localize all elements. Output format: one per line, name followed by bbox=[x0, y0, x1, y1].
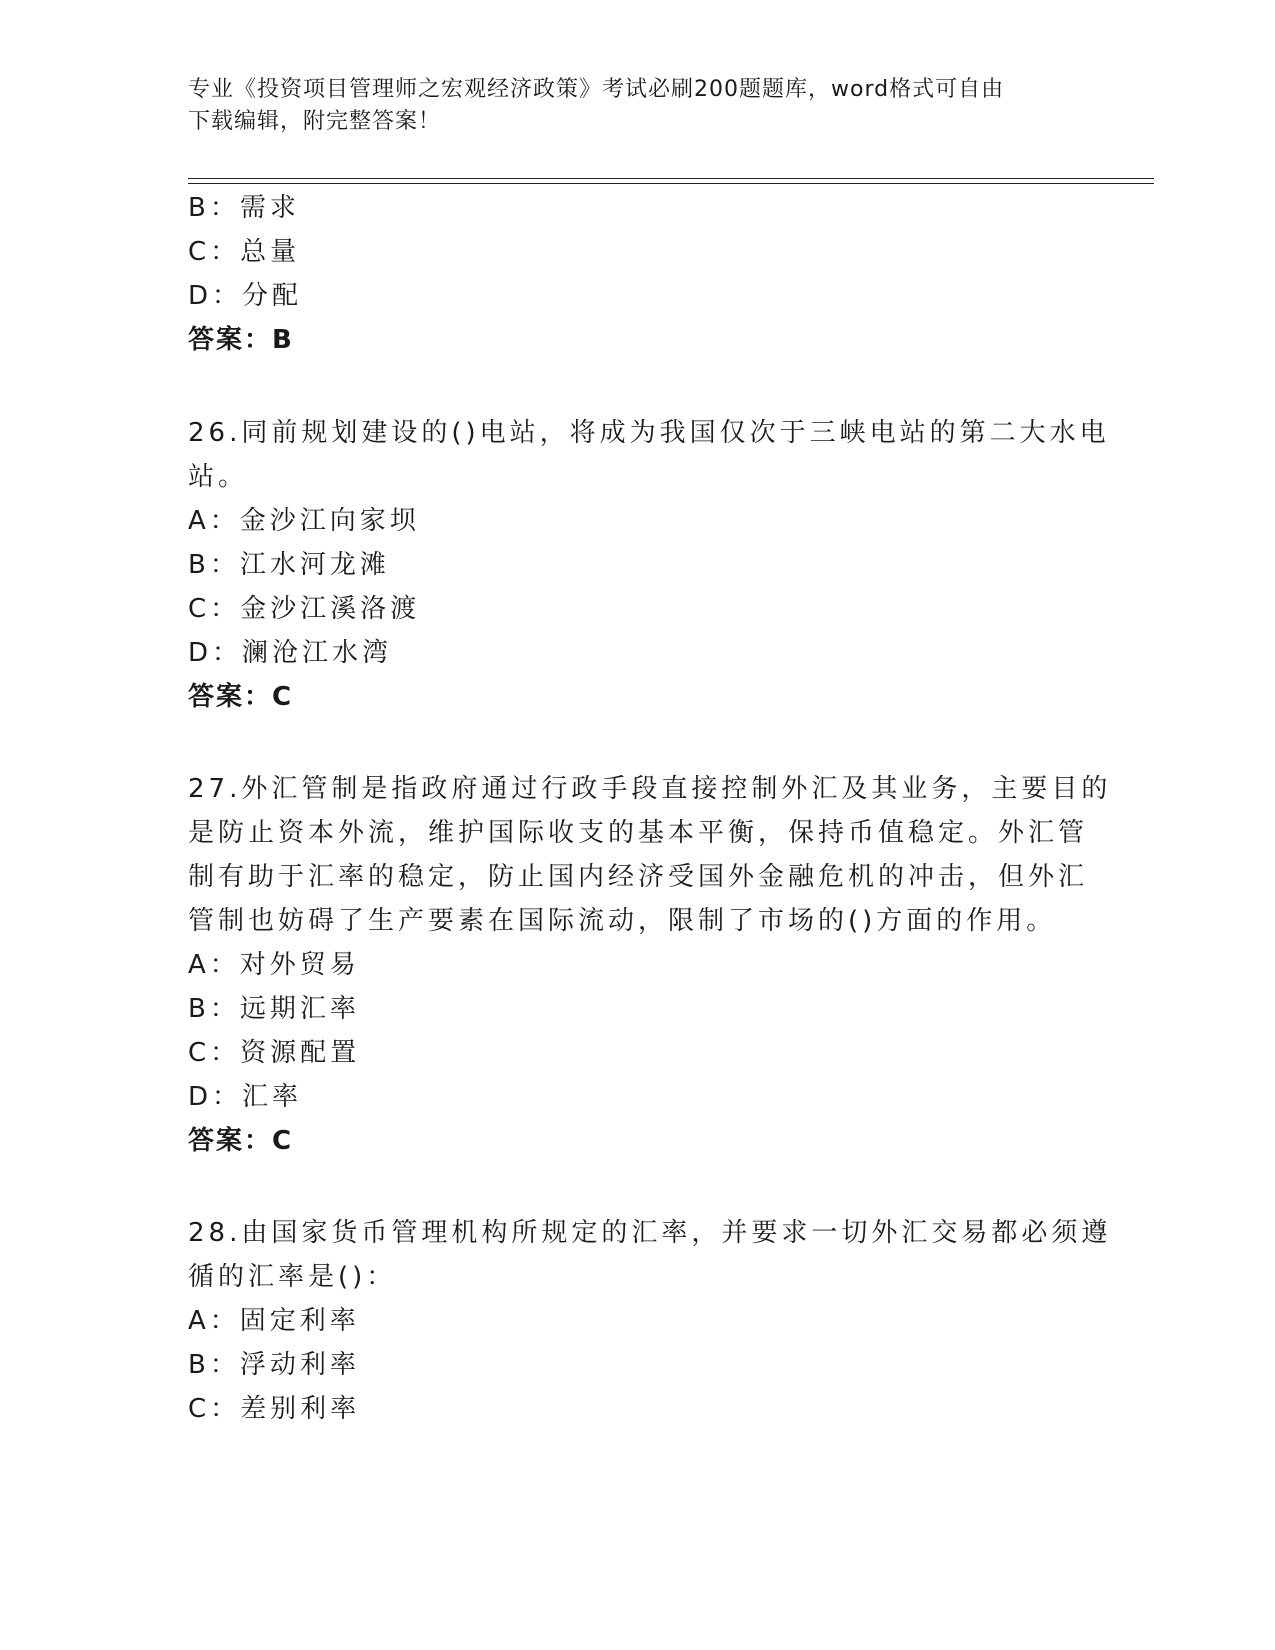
q27-stem-line-1: 27.外汇管制是指政府通过行政手段直接控制外汇及其业务，主要目的 bbox=[188, 774, 1112, 804]
q28-stem-line-2: 循的汇率是()： bbox=[188, 1262, 397, 1292]
header-divider-bottom bbox=[188, 183, 1154, 184]
q26-stem-line-2: 站。 bbox=[188, 462, 249, 492]
q26-option-b: B：江水河龙滩 bbox=[188, 550, 390, 580]
q27-option-b: B：远期汇率 bbox=[188, 994, 360, 1024]
q26-stem-line-1: 26.同前规划建设的()电站，将成为我国仅次于三峡电站的第二大水电 bbox=[188, 418, 1110, 448]
header-line-1: 专业《投资项目管理师之宏观经济政策》考试必刷200题题库，word格式可自由 bbox=[188, 77, 1005, 102]
q27-stem-line-3: 制有助于汇率的稳定，防止国内经济受国外金融危机的冲击，但外汇 bbox=[188, 862, 1089, 892]
q26-answer: 答案：C bbox=[188, 682, 294, 712]
q28-option-c: C：差别利率 bbox=[188, 1394, 361, 1424]
q27-stem-line-4: 管制也妨碍了生产要素在国际流动，限制了市场的()方面的作用。 bbox=[188, 906, 1057, 936]
q27-option-a: A：对外贸易 bbox=[188, 950, 360, 980]
q25-option-d: D：分配 bbox=[188, 281, 303, 311]
q25-answer: 答案：B bbox=[188, 325, 294, 355]
q28-stem-line-1: 28.由国家货币管理机构所规定的汇率，并要求一切外汇交易都必须遵 bbox=[188, 1218, 1112, 1248]
header-line-2: 下载编辑，附完整答案！ bbox=[188, 109, 442, 134]
q25-option-c: C：总量 bbox=[188, 237, 301, 267]
document-header bbox=[188, 74, 1088, 138]
q27-stem-line-2: 是防止资本外流，维护国际收支的基本平衡，保持币值稳定。外汇管 bbox=[188, 818, 1089, 848]
q27-option-d: D：汇率 bbox=[188, 1082, 303, 1112]
q27-answer: 答案：C bbox=[188, 1126, 294, 1156]
q26-option-a: A：金沙江向家坝 bbox=[188, 506, 420, 536]
q27-option-c: C：资源配置 bbox=[188, 1038, 361, 1068]
q25-option-b: B：需求 bbox=[188, 193, 300, 223]
header-divider-top bbox=[188, 178, 1154, 179]
q28-option-b: B：浮动利率 bbox=[188, 1350, 360, 1380]
q26-option-c: C：金沙江溪洛渡 bbox=[188, 594, 421, 624]
q26-option-d: D：澜沧江水湾 bbox=[188, 638, 393, 668]
q28-option-a: A：固定利率 bbox=[188, 1306, 360, 1336]
